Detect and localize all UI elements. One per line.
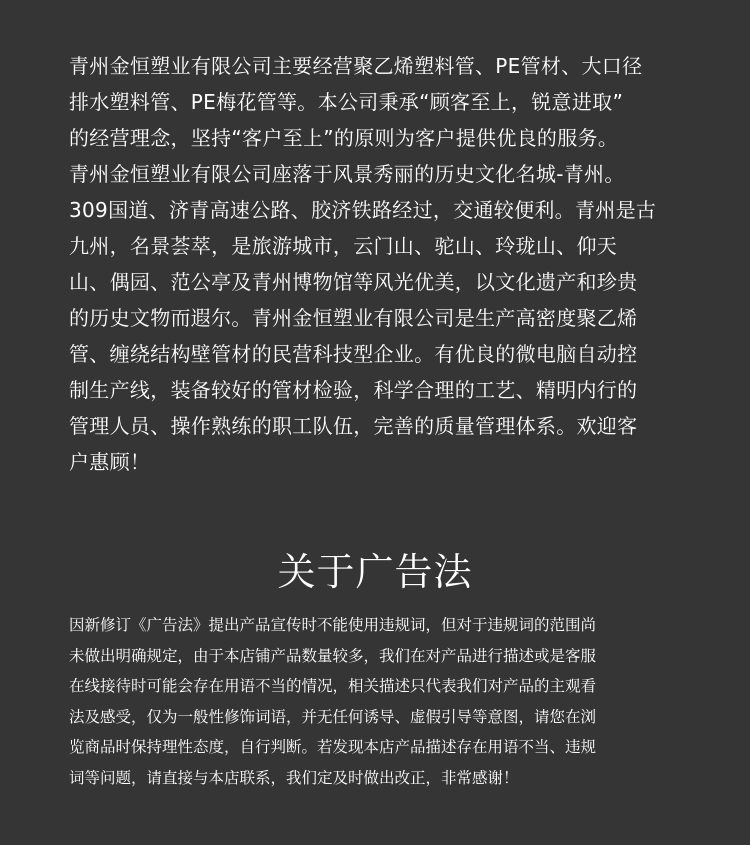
ad-law-notice-paragraph: 因新修订《广告法》提出产品宣传时不能使用违规词，但对于违规词的范围尚 未做出明确规定，由于本店铺产品数量较多，我们在对产品进行描述或是客服 在线接待时可能会存在用语不当的情况，相关描述只代表我们对产品的主观看 法及感受，仅为一般性修饰词语，并无任何诱导、虚假引导等意图，请您在浏 览商品时保持理性态度，自行判断。若发现本店产品描述存在用语不当、违规 词等问题，请直接与本店联系，我们定及时做出改正，非常感谢！ — [69, 616, 597, 787]
company-intro-paragraph: 青州金恒塑业有限公司主要经营聚乙烯塑料管、PE管材、大口径 排水塑料管、PE梅花管等。本公司秉承“顾客至上，锐意进取” 的经营理念，坚持“客户至上”的原则为客户提供优良的服务。 青州金恒塑业有限公司座落于风景秀丽的历史文化名城-青州。 309国道、济青高速公路、胶济铁路经过，交通较便利。青州是古 九州，名景荟萃，是旅游城市，云门山、驼山、玲珑山、仰天 山、偶园、范公亭及青州博物馆等风光优美，以文化遗产和珍贵 的历史文物而遐尔。青州金恒塑业有限公司是生产高密度聚乙烯 管、缠绕结构壁管材的民营科技型企业。有优良的微电脑自动控 制生产线，装备较好的管材检验，科学合理的工艺、精明内行的 管理人员、操作熟练的职工队伍，完善的质量管理体系。欢迎客 户惠顾！ — [69, 54, 657, 474]
ad-law-heading: 关于广告法 — [277, 550, 473, 594]
